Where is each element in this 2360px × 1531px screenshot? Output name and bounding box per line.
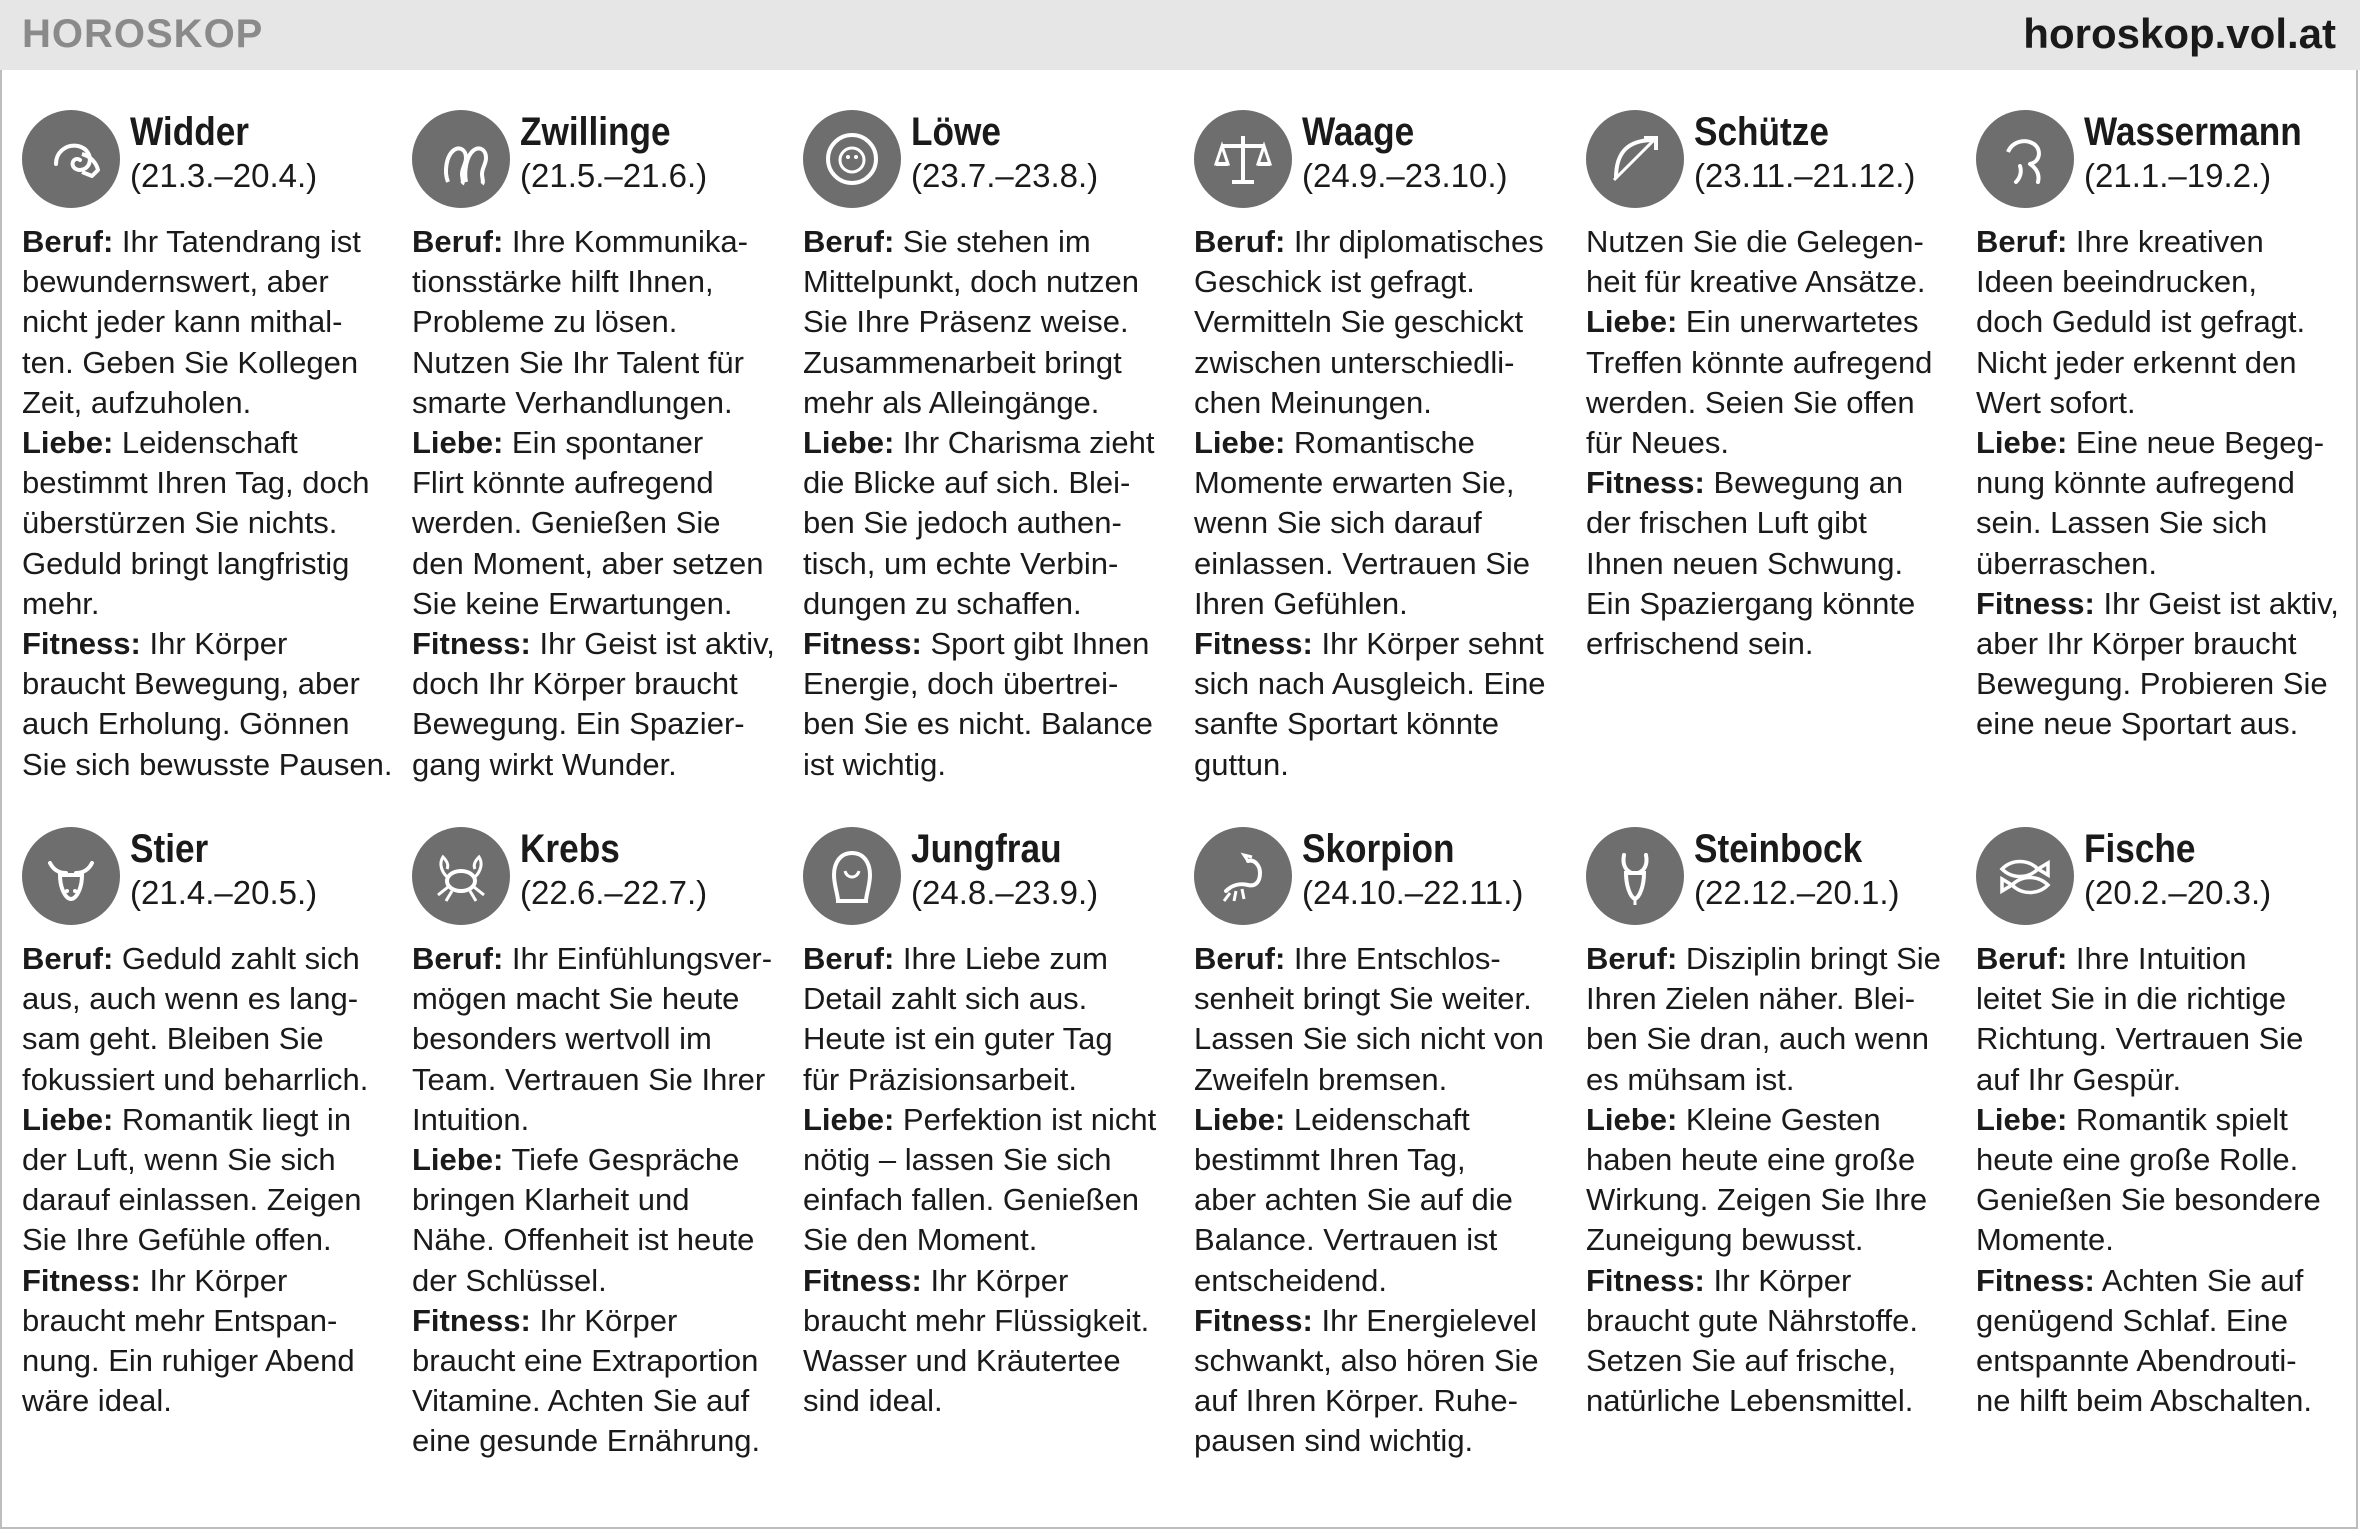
category-text: Ihre Intuition leitet Sie in die richtige Richtung. Vertrauen Sie auf Ihr Gespür. (1976, 941, 2304, 1097)
category-label: Beruf: (1194, 941, 1286, 976)
sign-header (22, 827, 398, 939)
sign-name: Fische (2084, 827, 2196, 871)
sign-date-range: (24.9.–23.10.) (1302, 157, 1508, 194)
category-label: Beruf: (412, 941, 504, 976)
category-label: Fitness: (22, 1262, 141, 1298)
category-label: Fitness: (1976, 1262, 2095, 1298)
category-label: Beruf: (1194, 224, 1286, 259)
category-label: Liebe: (1586, 1101, 1678, 1137)
sign-date-range: (22.6.–22.7.) (520, 874, 708, 911)
sign-date-range: (24.10.–22.11.) (1302, 874, 1524, 911)
sign-name: Löwe (911, 110, 1001, 154)
archer-icon (1586, 110, 1684, 208)
sign-header (1586, 827, 1962, 939)
category-label: Liebe: (803, 425, 895, 461)
site-url[interactable]: horoskop.vol.at (2023, 10, 2336, 57)
sign-name: Stier (130, 827, 209, 871)
sign-forecast-text (1194, 222, 1570, 785)
sign-forecast-text (1976, 222, 2352, 745)
category-text: Eine neue Begeg- nung könnte aufregend sein. Lassen Sie sich überraschen. (1976, 425, 2325, 581)
category-label: Liebe: (412, 425, 504, 461)
category-text: Ein spontaner Flirt könnte aufregend werden. Genießen Sie den Moment, aber setzen Sie keine Erwartungen. (412, 425, 764, 621)
sign-date-range: (21.1.–19.2.) (2084, 157, 2272, 194)
sign-forecast-text (1194, 939, 1570, 1462)
category-text: Ihre Liebe zum Detail zahlt sich aus. Heute ist ein guter Tag für Präzisionsarbeit. (803, 941, 1113, 1097)
sign-widder (22, 110, 398, 785)
category-label: Beruf: (22, 224, 114, 259)
sign-header (1976, 110, 2352, 222)
sign-skorpion (1194, 827, 1570, 1462)
category-text: Nutzen Sie die Gelegen- heit für kreative Ansätze. (1586, 224, 1926, 300)
category-label: Liebe: (1976, 1101, 2068, 1137)
category-text: Perfektion ist nicht nötig – lassen Sie sich einfach fallen. Genießen Sie den Moment. (803, 1101, 1157, 1258)
category-label: Beruf: (803, 941, 895, 976)
sign-date-range: (21.3.–20.4.) (130, 157, 318, 194)
sign-name: Krebs (520, 827, 620, 871)
category-label: Beruf: (803, 224, 895, 259)
category-label: Fitness: (1586, 1262, 1705, 1298)
sign-name: Wassermann (2084, 110, 2302, 154)
category-label: Liebe: (22, 1101, 114, 1137)
sign-name: Skorpion (1302, 827, 1455, 871)
category-text: Ihre Kommunika- tionsstärke hilft Ihnen, Probleme zu lösen. Nutzen Sie Ihr Talent für smarte Verhandlungen. (412, 224, 748, 420)
sign-forecast-text (412, 939, 788, 1462)
category-text: Ihr Körper braucht Bewegung, aber auch Erholung. Gönnen Sie sich bewusste Pausen. (22, 626, 393, 782)
twins-icon (412, 110, 510, 208)
sign-header (803, 827, 1179, 939)
sign-header (1194, 110, 1570, 222)
category-label: Liebe: (1194, 1101, 1286, 1137)
ram-icon (22, 110, 120, 208)
category-label: Fitness: (412, 1302, 531, 1338)
sign-stier (22, 827, 398, 1421)
water-bearer-icon (1976, 110, 2074, 208)
sign-date-range: (21.5.–21.6.) (520, 157, 708, 194)
category-text: Romantik liegt in der Luft, wenn Sie sich darauf einlassen. Zeigen Sie Ihre Gefühle offen. (22, 1101, 362, 1258)
sign-header (1586, 110, 1962, 222)
sign-date-range: (22.12.–20.1.) (1694, 874, 1900, 911)
sign-waage (1194, 110, 1570, 785)
sign-date-range: (21.4.–20.5.) (130, 874, 318, 911)
category-text: Ihr Einfühlungsver- mögen macht Sie heute besonders wertvoll im Team. Vertrauen Sie Ihrer Intuition. (412, 941, 773, 1137)
sign-header (803, 110, 1179, 222)
category-text: Ihr Körper braucht eine Extraportion Vitamine. Achten Sie auf eine gesunde Ernährung. (412, 1302, 761, 1459)
category-label: Liebe: (1586, 304, 1678, 340)
sign-name: Widder (130, 110, 249, 154)
category-text: Bewegung an der frischen Luft gibt Ihnen neuen Schwung. Ein Spaziergang könnte erfrischend sein. (1586, 465, 1916, 662)
sign-name: Zwillinge (520, 110, 671, 154)
category-label: Fitness: (1976, 585, 2095, 621)
category-text: Ihr Geist ist aktiv, aber Ihr Körper braucht Bewegung. Probieren Sie eine neue Sportart aus. (1976, 585, 2339, 742)
category-text: Ein unerwartetes Treffen könnte aufregend werden. Seien Sie offen für Neues. (1586, 304, 1933, 461)
category-label: Fitness: (22, 626, 141, 662)
category-text: Ihr Körper braucht mehr Entspan- nung. Ein ruhiger Abend wäre ideal. (22, 1262, 355, 1419)
category-text: Romantik spielt heute eine große Rolle. Genießen Sie besondere Momente. (1976, 1101, 2321, 1258)
category-text: Ihr diplomatisches Geschick ist gefragt. Vermitteln Sie geschickt zwischen unterschiedli- chen Meinungen. (1194, 224, 1544, 420)
sign-krebs (412, 827, 788, 1462)
virgin-icon (803, 827, 901, 925)
category-text: Sie stehen im Mittelpunkt, doch nutzen Sie Ihre Präsenz weise. Zusammenarbeit bringt mehr als Alleingänge. (803, 224, 1140, 420)
bull-icon (22, 827, 120, 925)
category-label: Beruf: (1586, 941, 1678, 976)
sign-jungfrau (803, 827, 1179, 1421)
category-label: Beruf: (22, 941, 114, 976)
sign-header (22, 110, 398, 222)
sign-forecast-text (803, 939, 1179, 1421)
category-text: Tiefe Gespräche bringen Klarheit und Nähe. Offenheit ist heute der Schlüssel. (412, 1142, 755, 1298)
sign-forecast-text (1586, 222, 1962, 664)
category-text: Leidenschaft bestimmt Ihren Tag, aber achten Sie auf die Balance. Vertrauen ist entscheidend. (1194, 1101, 1513, 1298)
category-label: Fitness: (803, 1262, 922, 1298)
category-text: Romantische Momente erwarten Sie, wenn Sie sich darauf einlassen. Vertrauen Sie Ihren Gefühlen. (1194, 425, 1531, 621)
header-bar (0, 0, 2360, 70)
sign-forecast-text (22, 939, 398, 1421)
sign-forecast-text (22, 222, 398, 785)
sign-name: Jungfrau (911, 827, 1062, 871)
sign-wassermann (1976, 110, 2352, 745)
sign-steinbock (1586, 827, 1962, 1421)
sign-forecast-text (1586, 939, 1962, 1421)
category-label: Liebe: (803, 1101, 895, 1137)
category-text: Ihr Geist ist aktiv, doch Ihr Körper braucht Bewegung. Ein Spazier- gang wirkt Wunder. (412, 626, 775, 782)
sign-löwe (803, 110, 1179, 785)
category-text: Ihr Körper sehnt sich nach Ausgleich. Eine sanfte Sportart könnte guttun. (1194, 626, 1546, 782)
sign-name: Schütze (1694, 110, 1829, 154)
category-label: Beruf: (412, 224, 504, 259)
category-text: Ihr Körper braucht gute Nährstoffe. Setzen Sie auf frische, natürliche Lebensmittel. (1586, 1262, 1919, 1419)
scales-icon (1194, 110, 1292, 208)
sign-header (1194, 827, 1570, 939)
category-label: Liebe: (1194, 425, 1286, 461)
category-text: Ihr Tatendrang ist bewundernswert, aber nicht jeder kann mithal- ten. Geben Sie Kollegen Zeit, aufzuholen. (22, 224, 361, 420)
sign-header (412, 110, 788, 222)
sign-header (412, 827, 788, 939)
category-label: Fitness: (803, 626, 922, 662)
sign-header (1976, 827, 2352, 939)
sign-date-range: (20.2.–20.3.) (2084, 874, 2272, 911)
category-text: Sport gibt Ihnen Energie, doch übertrei- ben Sie es nicht. Balance ist wichtig. (803, 626, 1153, 782)
category-text: Disziplin bringt Sie Ihren Zielen näher. Blei- ben Sie dran, auch wenn es mühsam ist. (1586, 941, 1941, 1097)
category-label: Beruf: (1976, 224, 2068, 259)
category-text: Ihre kreativen Ideen beeindrucken, doch Geduld ist gefragt. Nicht jeder erkennt den Wert sofort. (1976, 224, 2306, 420)
sign-name: Steinbock (1694, 827, 1863, 871)
sign-schütze (1586, 110, 1962, 664)
sign-name: Waage (1302, 110, 1415, 154)
sign-forecast-text (803, 222, 1179, 785)
sign-date-range: (23.7.–23.8.) (911, 157, 1099, 194)
category-text: Geduld zahlt sich aus, auch wenn es lang- sam geht. Bleiben Sie fokussiert und beharrlich. (22, 941, 369, 1097)
category-text: Ihr Körper braucht mehr Flüssigkeit. Wasser und Kräutertee sind ideal. (803, 1262, 1150, 1419)
category-label: Beruf: (1976, 941, 2068, 976)
category-label: Fitness: (1194, 626, 1313, 662)
category-text: Ihr Charisma zieht die Blicke auf sich. Blei- ben Sie jedoch authen- tisch, um echte Verbin- dungen zu schaffen. (803, 425, 1155, 621)
fish-icon (1976, 827, 2074, 925)
category-label: Liebe: (412, 1142, 504, 1178)
sign-forecast-text (1976, 939, 2352, 1421)
sign-date-range: (23.11.–21.12.) (1694, 157, 1916, 194)
goat-icon (1586, 827, 1684, 925)
crab-icon (412, 827, 510, 925)
category-label: Fitness: (1586, 465, 1705, 501)
page-title: HOROSKOP (22, 12, 264, 56)
category-label: Fitness: (1194, 1302, 1313, 1338)
sign-fische (1976, 827, 2352, 1421)
category-label: Liebe: (1976, 425, 2068, 461)
category-text: Ihre Entschlos- senheit bringt Sie weiter. Lassen Sie sich nicht von Zweifeln bremsen. (1194, 941, 1544, 1097)
category-text: Kleine Gesten haben heute eine große Wirkung. Zeigen Sie Ihre Zuneigung bewusst. (1586, 1101, 1928, 1258)
category-label: Fitness: (412, 626, 531, 662)
sign-date-range: (24.8.–23.9.) (911, 874, 1099, 911)
lion-icon (803, 110, 901, 208)
category-text: Ihr Energielevel schwankt, also hören Sie auf Ihren Körper. Ruhe- pausen sind wichtig. (1194, 1302, 1539, 1459)
scorpion-icon (1194, 827, 1292, 925)
sign-forecast-text (412, 222, 788, 785)
category-text: Achten Sie auf genügend Schlaf. Eine entspannte Abendrouti- ne hilft beim Abschalten. (1976, 1262, 2313, 1419)
sign-zwillinge (412, 110, 788, 785)
category-label: Liebe: (22, 425, 114, 461)
category-text: Leidenschaft bestimmt Ihren Tag, doch überstürzen Sie nichts. Geduld bringt langfristig mehr. (22, 425, 370, 621)
